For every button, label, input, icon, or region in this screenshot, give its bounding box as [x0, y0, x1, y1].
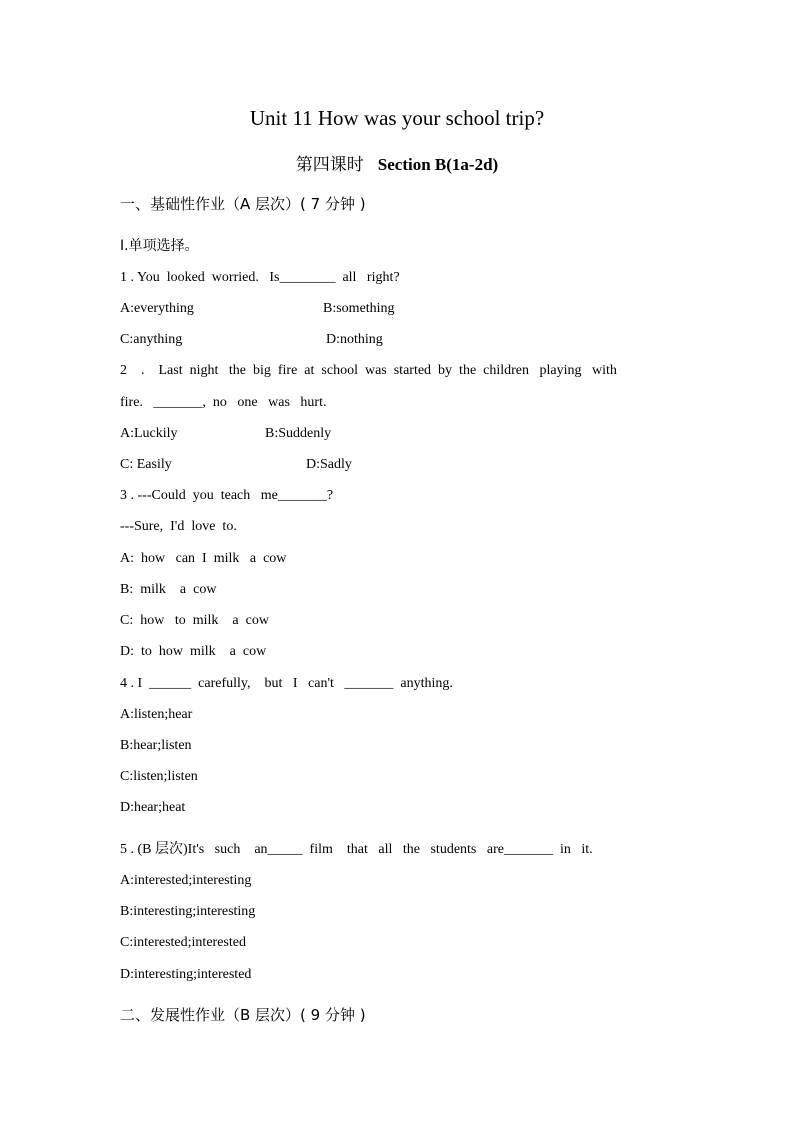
question-5-stem: 5 . (B 层次)It's such an_____ film that all the students are_______ in it. — [120, 842, 593, 857]
lesson-section: Section B(1a-2d) — [377, 155, 499, 174]
part-1-title: I.单项选择。 — [120, 238, 199, 254]
lesson-subtitle — [0, 150, 794, 175]
question-4-option-b: B:hear;listen — [120, 738, 192, 753]
question-5-option-c: C:interested;interested — [120, 935, 246, 950]
lesson-number: 第四课时 — [295, 155, 364, 175]
question-2-stem-line-1: 2 . Last night the big fire at school was started by the children playing with — [120, 363, 617, 378]
question-2-option-c: C: Easily — [120, 457, 172, 472]
question-3-option-c: C: how to milk a cow — [120, 613, 269, 628]
question-1-option-c: C:anything — [120, 332, 183, 347]
section-1-heading: 一、基础性作业（A 层次）( 7 分钟 ) — [120, 195, 366, 213]
question-3-option-a: A: how can I milk a cow — [120, 551, 287, 566]
question-4-option-d: D:hear;heat — [120, 800, 186, 815]
question-4-option-c: C:listen;listen — [120, 769, 198, 784]
question-5-option-d: D:interesting;interested — [120, 967, 252, 982]
question-3-option-d: D: to how milk a cow — [120, 644, 267, 659]
question-3-stem: 3 . ---Could you teach me_______? — [120, 488, 334, 503]
question-1-option-b: B:something — [323, 301, 395, 316]
section-2-heading: 二、发展性作业（B 层次）( 9 分钟 ) — [120, 1006, 366, 1024]
question-4-option-a: A:listen;hear — [120, 707, 193, 722]
question-2-option-b: B:Suddenly — [265, 426, 332, 441]
question-2-stem-line-2: fire. _______, no one was hurt. — [120, 395, 327, 410]
question-3-reply: ---Sure, I'd love to. — [120, 519, 237, 534]
question-4-stem: 4 . I ______ carefully, but I can't _______ anything. — [120, 676, 453, 691]
question-1-stem: 1 . You looked worried. Is________ all right? — [120, 270, 400, 285]
document-title: Unit 11 How was your school trip? — [249, 106, 545, 130]
question-5-option-a: A:interested;interesting — [120, 873, 252, 888]
question-1-option-d: D:nothing — [326, 332, 383, 347]
question-2-option-d: D:Sadly — [306, 457, 352, 472]
question-5-option-b: B:interesting;interesting — [120, 904, 256, 919]
question-3-option-b: B: milk a cow — [120, 582, 217, 597]
question-2-option-a: A:Luckily — [120, 426, 178, 441]
question-1-option-a: A:everything — [120, 301, 194, 316]
